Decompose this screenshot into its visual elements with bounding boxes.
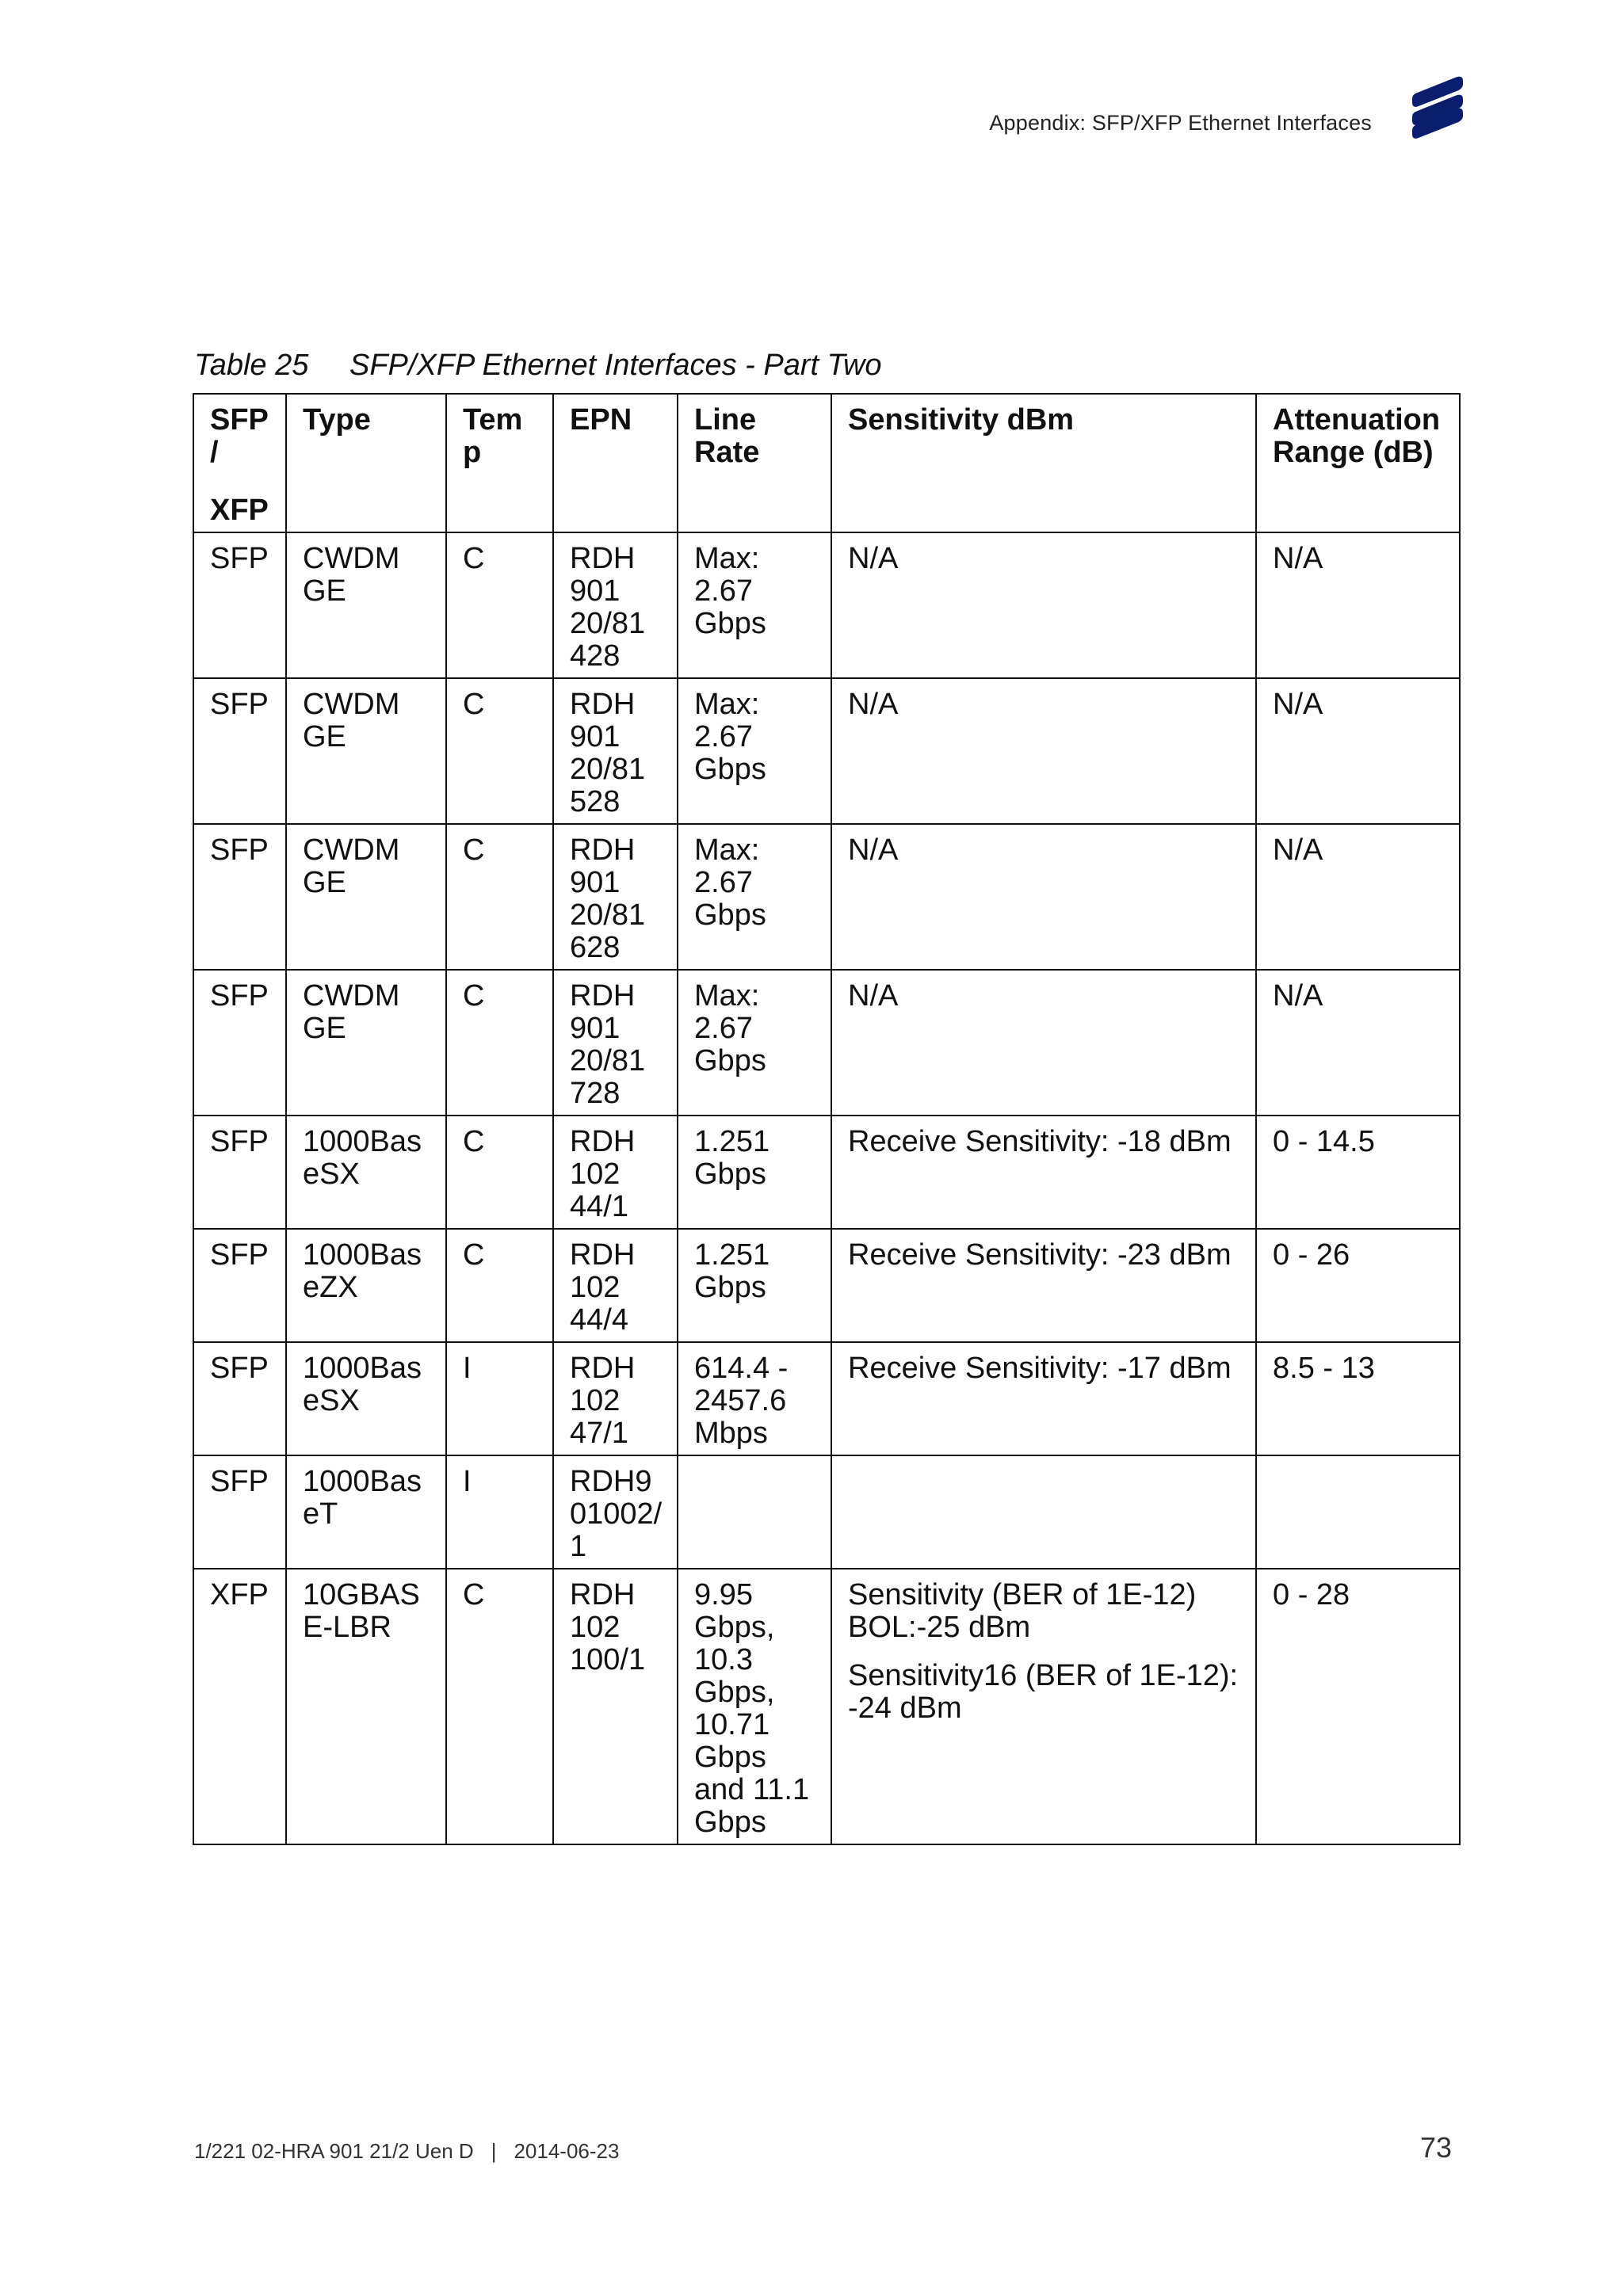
header-sfp-line1: SFP/	[210, 403, 269, 469]
cell-sensitivity-line: Sensitivity (BER of 1E-12) BOL:-25 dBm	[848, 1578, 1197, 1644]
cell-attenuation: 0 - 14.5	[1256, 1116, 1460, 1229]
table-row	[193, 1229, 1460, 1342]
cell-sfp: SFP	[193, 532, 286, 678]
cell-sensitivity: Receive Sensitivity: -17 dBm	[831, 1342, 1256, 1455]
cell-epn: RDH 102 44/4	[553, 1229, 678, 1342]
cell-line-rate: Max: 2.67 Gbps	[678, 970, 831, 1116]
cell-type: CWDM GE	[286, 532, 446, 678]
cell-sensitivity: N/A	[831, 678, 1256, 824]
cell-sfp: SFP	[193, 1455, 286, 1569]
table-row	[193, 970, 1460, 1116]
table-row	[193, 1116, 1460, 1229]
cell-line-rate: 1.251 Gbps	[678, 1116, 831, 1229]
cell-line-rate	[678, 1455, 831, 1569]
cell-attenuation	[1256, 1455, 1460, 1569]
cell-attenuation: N/A	[1256, 970, 1460, 1116]
cell-sfp: SFP	[193, 678, 286, 824]
cell-temp: C	[446, 678, 553, 824]
cell-epn: RDH 102 100/1	[553, 1569, 678, 1844]
cell-type: 10GBASE-LBR	[286, 1569, 446, 1844]
cell-line-rate: 9.95 Gbps, 10.3 Gbps, 10.71 Gbps and 11.1 Gbps	[678, 1569, 831, 1844]
ericsson-logo-icon	[1411, 74, 1466, 139]
header-sfp-xfp	[193, 394, 286, 532]
cell-line-rate: 1.251 Gbps	[678, 1229, 831, 1342]
table-row	[193, 1342, 1460, 1455]
cell-type: 1000BaseT	[286, 1455, 446, 1569]
table-row	[193, 678, 1460, 824]
cell-sensitivity: N/A	[831, 970, 1256, 1116]
cell-temp: C	[446, 824, 553, 970]
cell-sensitivity: Receive Sensitivity: -23 dBm	[831, 1229, 1256, 1342]
cell-temp: C	[446, 532, 553, 678]
cell-sensitivity-line: Sensitivity16 (BER of 1E-12): -24 dBm	[848, 1659, 1239, 1725]
cell-attenuation: N/A	[1256, 532, 1460, 678]
cell-epn: RDH 102 44/1	[553, 1116, 678, 1229]
footer-date: 2014-06-23	[514, 2139, 620, 2163]
table-row	[193, 1455, 1460, 1569]
header-epn: EPN	[553, 394, 678, 532]
cell-sensitivity: N/A	[831, 532, 1256, 678]
table-row	[193, 1569, 1460, 1844]
header-sfp-line2: XFP	[210, 494, 269, 527]
header-type: Type	[286, 394, 446, 532]
cell-temp: C	[446, 1229, 553, 1342]
footer-doc-number: 1/221 02-HRA 901 21/2 Uen D	[194, 2139, 474, 2163]
cell-attenuation: 0 - 28	[1256, 1569, 1460, 1844]
table-caption-number: Table 25	[194, 349, 309, 382]
footer-separator: |	[491, 2139, 497, 2163]
cell-line-rate: Max: 2.67 Gbps	[678, 678, 831, 824]
cell-type: 1000BaseSX	[286, 1116, 446, 1229]
running-header: Appendix: SFP/XFP Ethernet Interfaces	[989, 111, 1372, 135]
cell-attenuation: N/A	[1256, 678, 1460, 824]
header-temp: Temp	[446, 394, 553, 532]
cell-temp: I	[446, 1342, 553, 1455]
cell-type: 1000BaseZX	[286, 1229, 446, 1342]
cell-type: 1000BaseSX	[286, 1342, 446, 1455]
cell-sfp: XFP	[193, 1569, 286, 1844]
cell-type: CWDM GE	[286, 970, 446, 1116]
cell-epn: RDH 901 20/81 728	[553, 970, 678, 1116]
sfp-xfp-table	[193, 393, 1461, 1845]
cell-attenuation: 8.5 - 13	[1256, 1342, 1460, 1455]
table-caption	[194, 349, 882, 383]
cell-line-rate: Max: 2.67 Gbps	[678, 824, 831, 970]
cell-line-rate: 614.4 - 2457.6 Mbps	[678, 1342, 831, 1455]
header-line-rate: Line Rate	[678, 394, 831, 532]
cell-line-rate: Max: 2.67 Gbps	[678, 532, 831, 678]
cell-sfp: SFP	[193, 1229, 286, 1342]
header-attenuation: Attenuation Range (dB)	[1256, 394, 1460, 532]
cell-sfp: SFP	[193, 970, 286, 1116]
cell-sensitivity: Receive Sensitivity: -18 dBm	[831, 1116, 1256, 1229]
cell-sfp: SFP	[193, 1342, 286, 1455]
cell-epn: RDH 102 47/1	[553, 1342, 678, 1455]
table-caption-title: SFP/XFP Ethernet Interfaces - Part Two	[349, 349, 882, 382]
cell-epn: RDH 901 20/81 628	[553, 824, 678, 970]
cell-temp: C	[446, 1116, 553, 1229]
cell-type: CWDM GE	[286, 824, 446, 970]
cell-sensitivity: N/A	[831, 824, 1256, 970]
cell-type: CWDM GE	[286, 678, 446, 824]
cell-temp: I	[446, 1455, 553, 1569]
table-header-row	[193, 394, 1460, 532]
footer-doc-info	[194, 2139, 619, 2164]
table-row	[193, 824, 1460, 970]
header-sensitivity: Sensitivity dBm	[831, 394, 1256, 532]
cell-temp: C	[446, 1569, 553, 1844]
cell-sfp: SFP	[193, 824, 286, 970]
cell-sensitivity	[831, 1569, 1256, 1844]
cell-temp: C	[446, 970, 553, 1116]
cell-epn: RDH901002/1	[553, 1455, 678, 1569]
cell-attenuation: 0 - 26	[1256, 1229, 1460, 1342]
cell-attenuation: N/A	[1256, 824, 1460, 970]
page-number: 73	[1419, 2131, 1452, 2164]
table-row	[193, 532, 1460, 678]
cell-epn: RDH 901 20/81 428	[553, 532, 678, 678]
cell-epn: RDH 901 20/81 528	[553, 678, 678, 824]
cell-sfp: SFP	[193, 1116, 286, 1229]
cell-sensitivity	[831, 1455, 1256, 1569]
